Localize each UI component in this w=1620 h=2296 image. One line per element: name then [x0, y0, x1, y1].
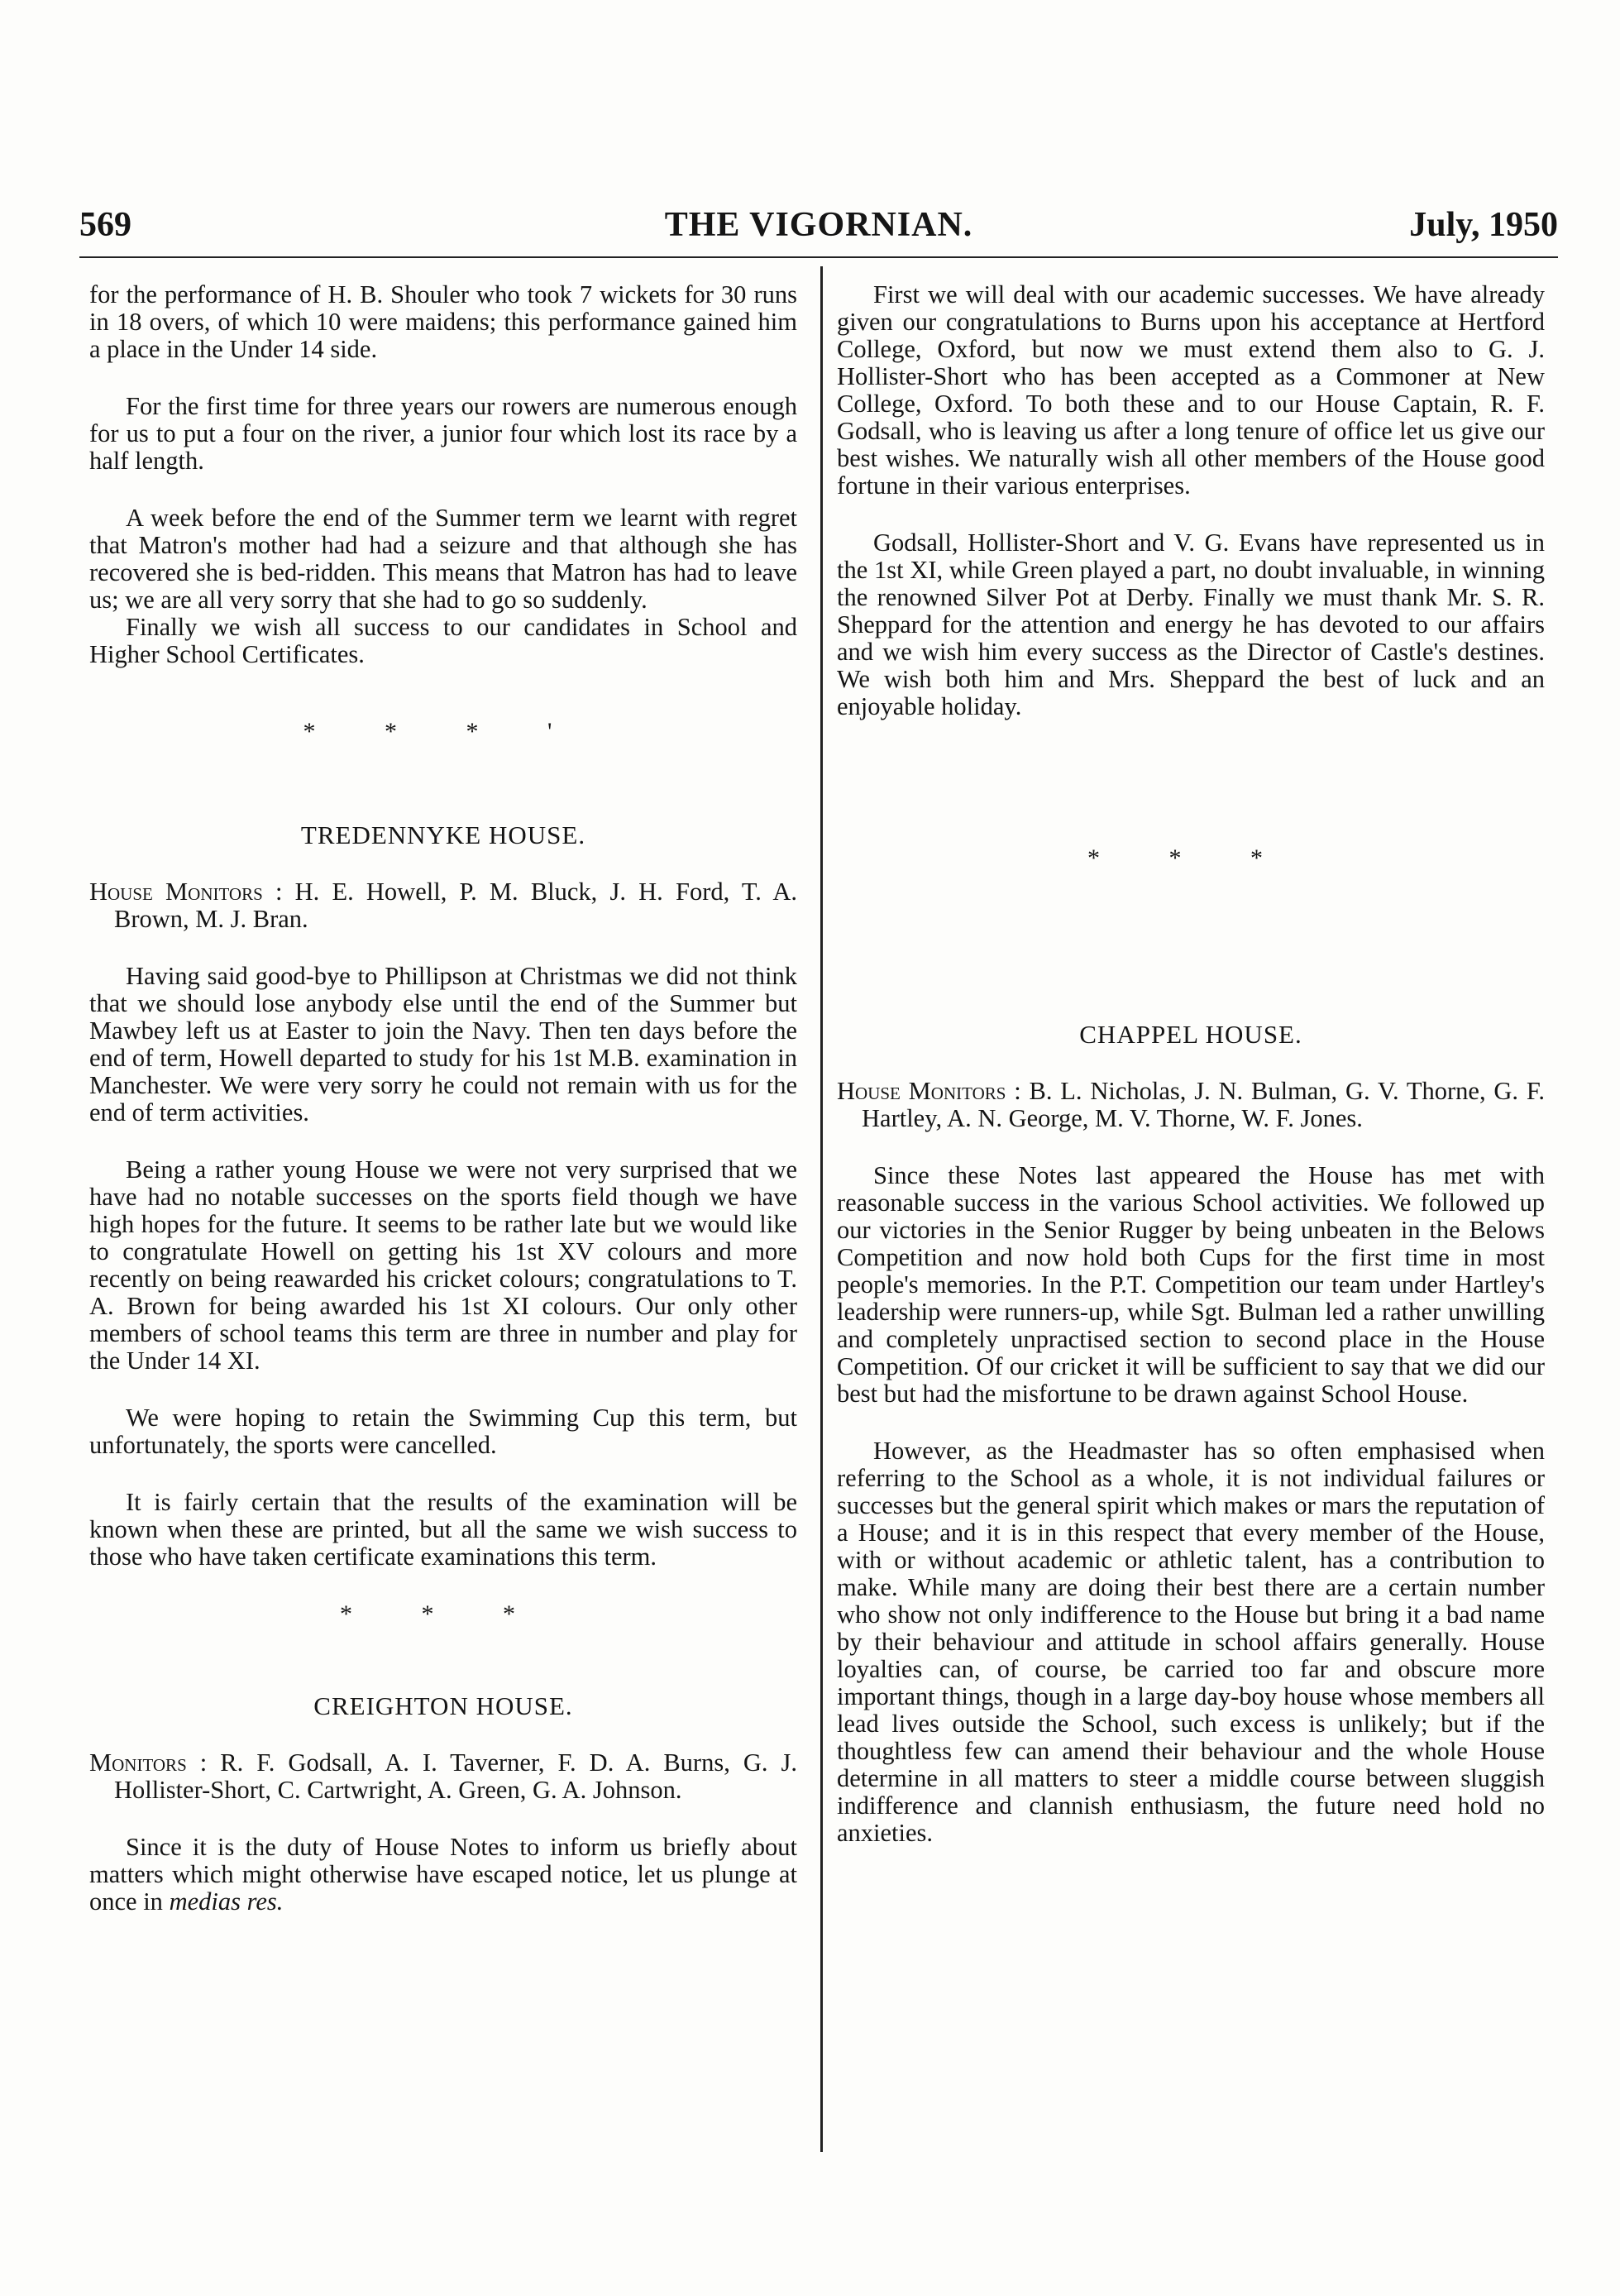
paragraph: A week before the end of the Summer term we learnt with regret that Matron's mother had had a seizure and that although she has recovered she is bed-ridden. This means that Matron has had to leave us; we are all very sorry that she had to go so suddenly. — [89, 504, 797, 614]
column-divider — [820, 266, 823, 2152]
monitors-names: R. F. Godsall, A. I. Taverner, F. D. A. Burns, G. J. Hollister-Short, C. Cartwright, A. Green, G. A. Johnson. — [114, 1748, 798, 1804]
paragraph: For the first time for three years our rowers are numerous enough for us to put a four on the river, a junior four which lost its race by a half length. — [89, 392, 797, 475]
monitors-label: Monitors : — [89, 1748, 208, 1777]
section-heading-creighton: CREIGHTON HOUSE. — [313, 1691, 573, 1720]
monitors-list — [89, 1749, 797, 1804]
paragraph: Since these Notes last appeared the House has met with reasonable success in the various School activities. We followed up our victories in the Senior Rugger by being unbeaten in the Belows Competition and now hold both Cups for the first time in most people's memories. In the P.T. Competition our team under Hartley's leadership were runners-up, while Sgt. Bulman led a rather unwilling and completely unpractised section to second place in the House Competition. Of our cricket it will be sufficient to say that we did our best but had the misfortune to be drawn against School House. — [837, 1161, 1545, 1408]
right-column — [837, 281, 1545, 1877]
monitors-label: House Monitors : — [837, 1077, 1021, 1105]
section-separator: * * * — [340, 1600, 547, 1628]
section-heading-tredennyke: TREDENNYKE HOUSE. — [300, 820, 586, 849]
paragraph: However, as the Headmaster has so often emphasised when referring to the School as a whole, it is not individual failures or successes but the general spirit which makes or mars the reputation of a House; and it is in this respect that every member of the House, with or without academic or athletic talent, has a contribution to make. While many are doing their best there are a certain number who show not only indifference to the House but bring it a bad name by their behaviour and attitude in school affairs generally. House loyalties can, of course, be carried too far and obscure more important things, though in a large day-boy house whose members all lead lives outside the School, such excess is unlikely; but if the thoughtless few can amend their behaviour and the whole House determine in all matters to steer a middle course between sluggish indifference and clannish enthusiasm, the future need hold no anxieties. — [837, 1437, 1545, 1847]
paragraph: We were hoping to retain the Swimming Cup this term, but unfortunately, the sports were cancelled. — [89, 1404, 797, 1459]
section-heading-chappel: CHAPPEL HOUSE. — [1079, 1020, 1302, 1049]
monitors-names: H. E. Howell, P. M. Bluck, J. H. Ford, T. A. Brown, M. J. Bran. — [114, 878, 797, 933]
paragraph: Being a rather young House we were not very surprised that we have had no notable successes on the sports field though we have high hopes for the future. It seems to be rather late but we would like to congratulate Howell on getting his 1st XV colours and more recently on being reawarded his cricket colours; congratulations to T. A. Brown for being awarded his 1st XI colours. Our only other members of school teams this term are three in number and play for the Under 14 XI. — [89, 1155, 797, 1375]
paragraph: Having said good-bye to Phillipson at Christmas we did not think that we should lose anybody else until the end of the Summer but Mawbey left us at Easter to join the Navy. Then ten days before the end of term, Howell departed to study for his 1st M.B. examination in Manchester. We were very sorry he could not remain with us for the end of term activities. — [89, 962, 797, 1126]
paragraph: It is fairly certain that the results of the examination will be known when these are printed, but all the same we wish success to those who have taken certificate examinations this term. — [89, 1488, 797, 1571]
paragraph: for the performance of H. B. Shouler who took 7 wickets for 30 runs in 18 overs, of which 10 were maidens; this performance gained him a place in the Under 14 side. — [89, 280, 797, 363]
section-separator: * * * — [1087, 844, 1294, 872]
issue-date: July, 1950 — [1409, 206, 1558, 244]
monitors-label: House Monitors : — [89, 878, 283, 906]
section-separator: * * * ' — [303, 718, 584, 745]
monitors-list — [837, 1078, 1545, 1132]
header-rule — [79, 256, 1558, 258]
paragraph: Godsall, Hollister-Short and V. G. Evans have represented us in the 1st XI, while Green played a part, no doubt invaluable, in winning the renowned Silver Pot at Derby. Finally we must thank Mr. S. R. Sheppard for the attention and energy he has devoted to our affairs and we wish him every success as the Director of Castle's destines. We wish both him and Mrs. Sheppard the best of luck and an enjoyable holiday. — [837, 529, 1545, 720]
publication-title: THE VIGORNIAN. — [664, 206, 973, 244]
latin-phrase: medias res. — [169, 1887, 284, 1916]
running-header — [79, 202, 1558, 248]
monitors-names: B. L. Nicholas, J. N. Bulman, G. V. Thorne, G. F. Hartley, A. N. George, M. V. Thorne, W. F. Jones. — [862, 1077, 1545, 1132]
paragraph-text: Since it is the duty of House Notes to inform us briefly about matters which might otherwise have escaped notice, let us plunge at once in — [89, 1833, 797, 1916]
paragraph — [89, 1834, 797, 1916]
paragraph: Finally we wish all success to our candidates in School and Higher School Certificates. — [89, 613, 797, 668]
monitors-list — [89, 878, 797, 933]
page-number: 569 — [79, 206, 131, 244]
left-column — [89, 281, 797, 1945]
paragraph: First we will deal with our academic successes. We have already given our congratulations to Burns upon his acceptance at Hertford College, Oxford, but now we must extend them also to G. J. Hollister-Short who has been accepted as a Commoner at New College, Oxford. To both these and to our House Captain, R. F. Godsall, who is leaving us after a long tenure of office let us give our best wishes. We naturally wish all other members of the House good fortune in their various enterprises. — [837, 280, 1545, 500]
